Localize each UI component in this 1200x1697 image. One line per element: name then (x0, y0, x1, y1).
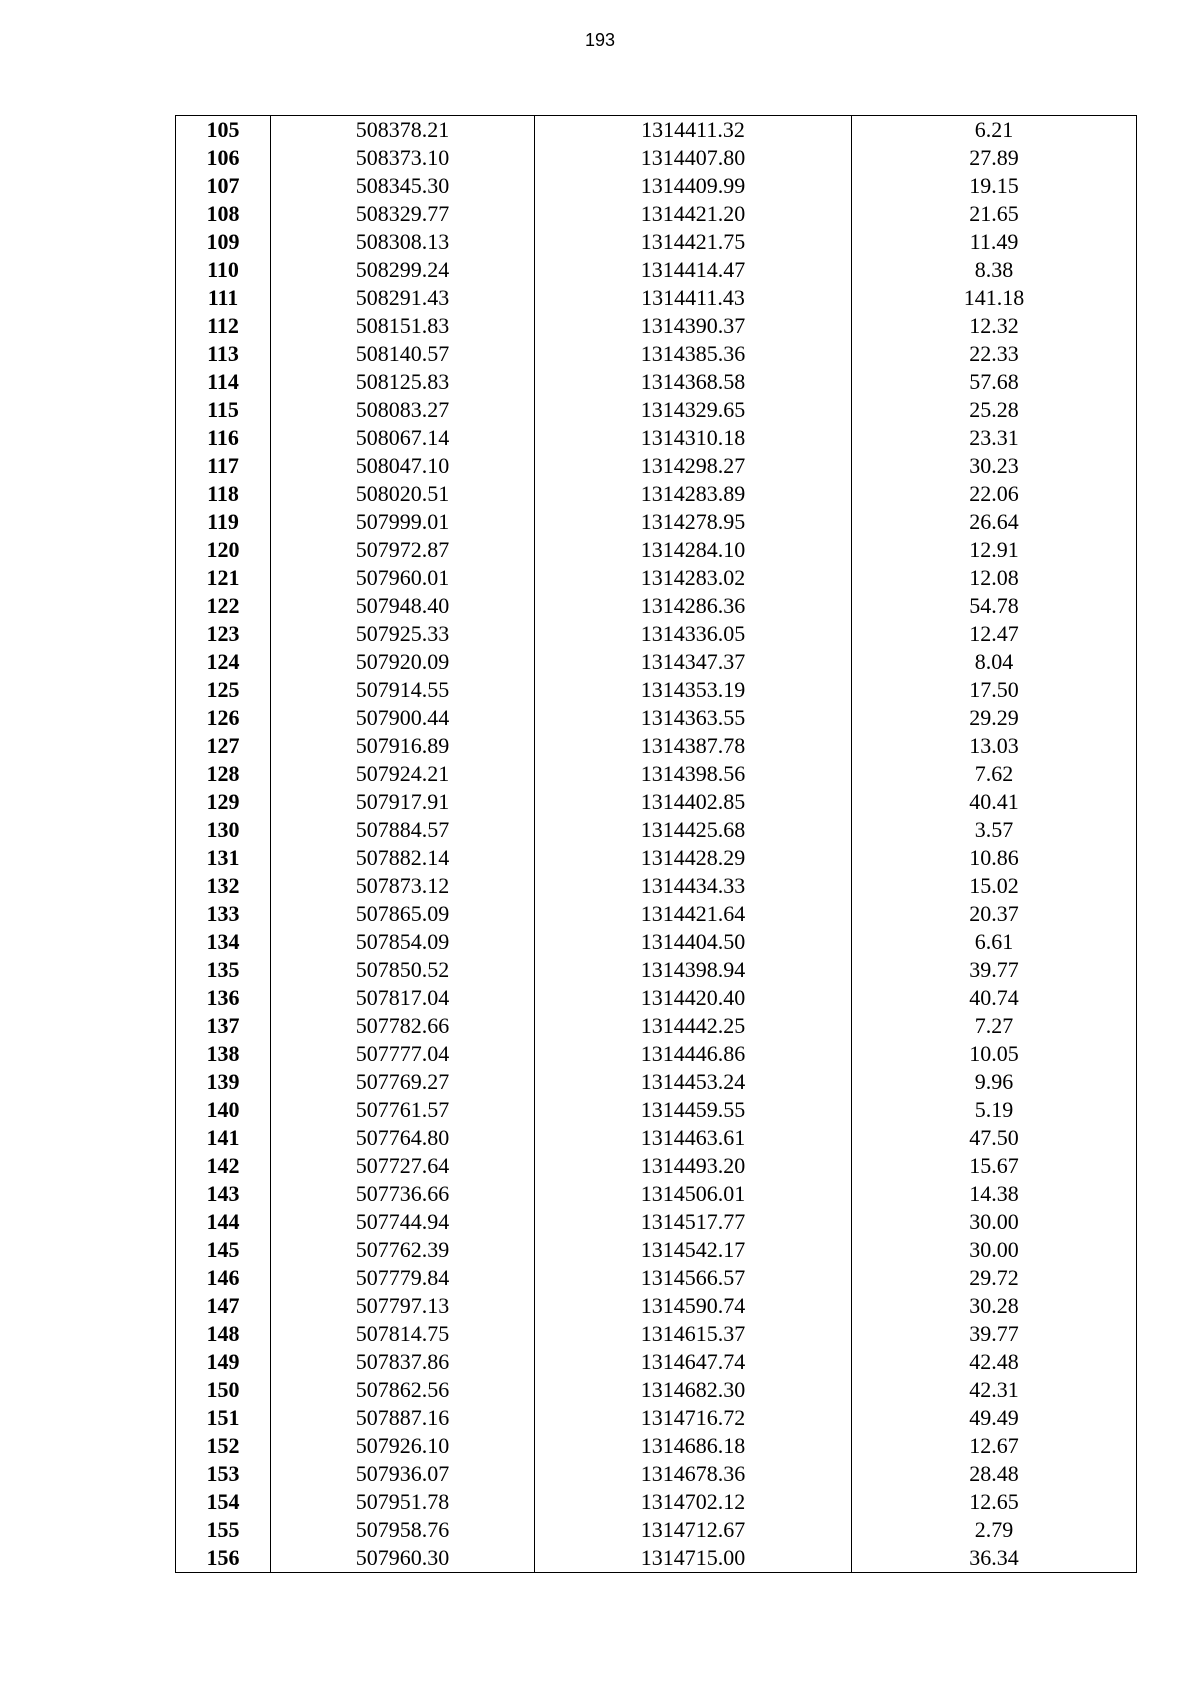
point-number-cell: 112 (176, 312, 271, 340)
table-row (176, 1264, 1137, 1292)
y-coordinate-cell: 1314398.94 (535, 956, 852, 984)
table-row (176, 704, 1137, 732)
y-coordinate-cell: 1314407.80 (535, 144, 852, 172)
y-coordinate-cell: 1314409.99 (535, 172, 852, 200)
point-number-cell: 151 (176, 1404, 271, 1432)
coordinates-table (175, 115, 1137, 1573)
table-row (176, 340, 1137, 368)
point-number-cell: 109 (176, 228, 271, 256)
table-row (176, 1152, 1137, 1180)
coordinates-table-body (176, 116, 1137, 1573)
y-coordinate-cell: 1314647.74 (535, 1348, 852, 1376)
point-number-cell: 125 (176, 676, 271, 704)
x-coordinate-cell: 508047.10 (271, 452, 535, 480)
y-coordinate-cell: 1314682.30 (535, 1376, 852, 1404)
x-coordinate-cell: 507779.84 (271, 1264, 535, 1292)
point-number-cell: 145 (176, 1236, 271, 1264)
point-number-cell: 138 (176, 1040, 271, 1068)
y-coordinate-cell: 1314347.37 (535, 648, 852, 676)
distance-cell: 5.19 (852, 1096, 1137, 1124)
distance-cell: 22.06 (852, 480, 1137, 508)
y-coordinate-cell: 1314428.29 (535, 844, 852, 872)
y-coordinate-cell: 1314363.55 (535, 704, 852, 732)
distance-cell: 2.79 (852, 1516, 1137, 1544)
table-row (176, 508, 1137, 536)
table-row (176, 592, 1137, 620)
x-coordinate-cell: 507916.89 (271, 732, 535, 760)
y-coordinate-cell: 1314517.77 (535, 1208, 852, 1236)
distance-cell: 7.62 (852, 760, 1137, 788)
distance-cell: 19.15 (852, 172, 1137, 200)
x-coordinate-cell: 507926.10 (271, 1432, 535, 1460)
point-number-cell: 146 (176, 1264, 271, 1292)
distance-cell: 23.31 (852, 424, 1137, 452)
table-row (176, 1012, 1137, 1040)
x-coordinate-cell: 507924.21 (271, 760, 535, 788)
y-coordinate-cell: 1314390.37 (535, 312, 852, 340)
point-number-cell: 113 (176, 340, 271, 368)
x-coordinate-cell: 508299.24 (271, 256, 535, 284)
x-coordinate-cell: 507744.94 (271, 1208, 535, 1236)
point-number-cell: 111 (176, 284, 271, 312)
y-coordinate-cell: 1314421.20 (535, 200, 852, 228)
y-coordinate-cell: 1314402.85 (535, 788, 852, 816)
y-coordinate-cell: 1314434.33 (535, 872, 852, 900)
distance-cell: 12.91 (852, 536, 1137, 564)
y-coordinate-cell: 1314542.17 (535, 1236, 852, 1264)
y-coordinate-cell: 1314421.64 (535, 900, 852, 928)
point-number-cell: 116 (176, 424, 271, 452)
x-coordinate-cell: 507777.04 (271, 1040, 535, 1068)
x-coordinate-cell: 508067.14 (271, 424, 535, 452)
point-number-cell: 140 (176, 1096, 271, 1124)
point-number-cell: 127 (176, 732, 271, 760)
distance-cell: 30.28 (852, 1292, 1137, 1320)
y-coordinate-cell: 1314283.02 (535, 564, 852, 592)
table-row (176, 760, 1137, 788)
x-coordinate-cell: 507817.04 (271, 984, 535, 1012)
distance-cell: 29.29 (852, 704, 1137, 732)
y-coordinate-cell: 1314310.18 (535, 424, 852, 452)
point-number-cell: 121 (176, 564, 271, 592)
distance-cell: 8.04 (852, 648, 1137, 676)
distance-cell: 141.18 (852, 284, 1137, 312)
x-coordinate-cell: 507960.01 (271, 564, 535, 592)
point-number-cell: 123 (176, 620, 271, 648)
table-row (176, 480, 1137, 508)
table-row (176, 144, 1137, 172)
y-coordinate-cell: 1314278.95 (535, 508, 852, 536)
table-row (176, 172, 1137, 200)
x-coordinate-cell: 507761.57 (271, 1096, 535, 1124)
distance-cell: 27.89 (852, 144, 1137, 172)
y-coordinate-cell: 1314442.25 (535, 1012, 852, 1040)
y-coordinate-cell: 1314506.01 (535, 1180, 852, 1208)
x-coordinate-cell: 507914.55 (271, 676, 535, 704)
y-coordinate-cell: 1314715.00 (535, 1544, 852, 1573)
x-coordinate-cell: 508291.43 (271, 284, 535, 312)
x-coordinate-cell: 507837.86 (271, 1348, 535, 1376)
y-coordinate-cell: 1314329.65 (535, 396, 852, 424)
y-coordinate-cell: 1314336.05 (535, 620, 852, 648)
table-row (176, 228, 1137, 256)
x-coordinate-cell: 508373.10 (271, 144, 535, 172)
distance-cell: 6.21 (852, 116, 1137, 145)
point-number-cell: 108 (176, 200, 271, 228)
y-coordinate-cell: 1314459.55 (535, 1096, 852, 1124)
x-coordinate-cell: 507814.75 (271, 1320, 535, 1348)
point-number-cell: 126 (176, 704, 271, 732)
x-coordinate-cell: 508329.77 (271, 200, 535, 228)
x-coordinate-cell: 507873.12 (271, 872, 535, 900)
x-coordinate-cell: 507764.80 (271, 1124, 535, 1152)
y-coordinate-cell: 1314404.50 (535, 928, 852, 956)
table-row (176, 872, 1137, 900)
table-row (176, 1516, 1137, 1544)
point-number-cell: 144 (176, 1208, 271, 1236)
x-coordinate-cell: 507925.33 (271, 620, 535, 648)
distance-cell: 13.03 (852, 732, 1137, 760)
distance-cell: 20.37 (852, 900, 1137, 928)
distance-cell: 15.02 (852, 872, 1137, 900)
point-number-cell: 153 (176, 1460, 271, 1488)
distance-cell: 12.67 (852, 1432, 1137, 1460)
table-row (176, 648, 1137, 676)
x-coordinate-cell: 507972.87 (271, 536, 535, 564)
y-coordinate-cell: 1314411.32 (535, 116, 852, 145)
distance-cell: 11.49 (852, 228, 1137, 256)
x-coordinate-cell: 507999.01 (271, 508, 535, 536)
distance-cell: 6.61 (852, 928, 1137, 956)
table-row (176, 732, 1137, 760)
distance-cell: 26.64 (852, 508, 1137, 536)
table-row (176, 984, 1137, 1012)
x-coordinate-cell: 507854.09 (271, 928, 535, 956)
distance-cell: 7.27 (852, 1012, 1137, 1040)
y-coordinate-cell: 1314678.36 (535, 1460, 852, 1488)
point-number-cell: 133 (176, 900, 271, 928)
x-coordinate-cell: 507862.56 (271, 1376, 535, 1404)
table-row (176, 1460, 1137, 1488)
y-coordinate-cell: 1314446.86 (535, 1040, 852, 1068)
table-row (176, 816, 1137, 844)
table-row (176, 312, 1137, 340)
y-coordinate-cell: 1314411.43 (535, 284, 852, 312)
distance-cell: 54.78 (852, 592, 1137, 620)
x-coordinate-cell: 507900.44 (271, 704, 535, 732)
table-row (176, 620, 1137, 648)
y-coordinate-cell: 1314387.78 (535, 732, 852, 760)
table-row (176, 676, 1137, 704)
table-row (176, 1068, 1137, 1096)
x-coordinate-cell: 507920.09 (271, 648, 535, 676)
table-row (176, 788, 1137, 816)
table-row (176, 1040, 1137, 1068)
table-row (176, 1320, 1137, 1348)
distance-cell: 30.23 (852, 452, 1137, 480)
table-row (176, 1236, 1137, 1264)
point-number-cell: 143 (176, 1180, 271, 1208)
y-coordinate-cell: 1314398.56 (535, 760, 852, 788)
y-coordinate-cell: 1314453.24 (535, 1068, 852, 1096)
distance-cell: 21.65 (852, 200, 1137, 228)
y-coordinate-cell: 1314298.27 (535, 452, 852, 480)
table-row (176, 116, 1137, 145)
point-number-cell: 142 (176, 1152, 271, 1180)
distance-cell: 47.50 (852, 1124, 1137, 1152)
x-coordinate-cell: 507727.64 (271, 1152, 535, 1180)
point-number-cell: 129 (176, 788, 271, 816)
x-coordinate-cell: 507948.40 (271, 592, 535, 620)
point-number-cell: 155 (176, 1516, 271, 1544)
point-number-cell: 137 (176, 1012, 271, 1040)
x-coordinate-cell: 507736.66 (271, 1180, 535, 1208)
distance-cell: 3.57 (852, 816, 1137, 844)
point-number-cell: 122 (176, 592, 271, 620)
x-coordinate-cell: 508020.51 (271, 480, 535, 508)
point-number-cell: 134 (176, 928, 271, 956)
distance-cell: 42.48 (852, 1348, 1137, 1376)
distance-cell: 14.38 (852, 1180, 1137, 1208)
y-coordinate-cell: 1314421.75 (535, 228, 852, 256)
table-row (176, 424, 1137, 452)
point-number-cell: 150 (176, 1376, 271, 1404)
x-coordinate-cell: 507887.16 (271, 1404, 535, 1432)
point-number-cell: 149 (176, 1348, 271, 1376)
point-number-cell: 120 (176, 536, 271, 564)
point-number-cell: 115 (176, 396, 271, 424)
x-coordinate-cell: 507917.91 (271, 788, 535, 816)
x-coordinate-cell: 507850.52 (271, 956, 535, 984)
y-coordinate-cell: 1314420.40 (535, 984, 852, 1012)
point-number-cell: 141 (176, 1124, 271, 1152)
point-number-cell: 117 (176, 452, 271, 480)
distance-cell: 29.72 (852, 1264, 1137, 1292)
distance-cell: 49.49 (852, 1404, 1137, 1432)
table-row (176, 1096, 1137, 1124)
distance-cell: 12.08 (852, 564, 1137, 592)
distance-cell: 8.38 (852, 256, 1137, 284)
distance-cell: 12.65 (852, 1488, 1137, 1516)
point-number-cell: 131 (176, 844, 271, 872)
distance-cell: 9.96 (852, 1068, 1137, 1096)
distance-cell: 36.34 (852, 1544, 1137, 1573)
point-number-cell: 147 (176, 1292, 271, 1320)
distance-cell: 22.33 (852, 340, 1137, 368)
y-coordinate-cell: 1314566.57 (535, 1264, 852, 1292)
table-row (176, 1432, 1137, 1460)
distance-cell: 10.05 (852, 1040, 1137, 1068)
point-number-cell: 105 (176, 116, 271, 145)
y-coordinate-cell: 1314493.20 (535, 1152, 852, 1180)
point-number-cell: 118 (176, 480, 271, 508)
x-coordinate-cell: 507958.76 (271, 1516, 535, 1544)
distance-cell: 42.31 (852, 1376, 1137, 1404)
x-coordinate-cell: 507797.13 (271, 1292, 535, 1320)
x-coordinate-cell: 507951.78 (271, 1488, 535, 1516)
y-coordinate-cell: 1314425.68 (535, 816, 852, 844)
table-row (176, 396, 1137, 424)
table-row (176, 1376, 1137, 1404)
point-number-cell: 107 (176, 172, 271, 200)
table-row (176, 844, 1137, 872)
table-row (176, 1124, 1137, 1152)
table-row (176, 900, 1137, 928)
distance-cell: 30.00 (852, 1208, 1137, 1236)
point-number-cell: 156 (176, 1544, 271, 1573)
point-number-cell: 114 (176, 368, 271, 396)
y-coordinate-cell: 1314368.58 (535, 368, 852, 396)
point-number-cell: 124 (176, 648, 271, 676)
point-number-cell: 128 (176, 760, 271, 788)
table-row (176, 1348, 1137, 1376)
table-row (176, 1404, 1137, 1432)
table-row (176, 284, 1137, 312)
x-coordinate-cell: 508140.57 (271, 340, 535, 368)
y-coordinate-cell: 1314702.12 (535, 1488, 852, 1516)
distance-cell: 10.86 (852, 844, 1137, 872)
x-coordinate-cell: 507882.14 (271, 844, 535, 872)
y-coordinate-cell: 1314686.18 (535, 1432, 852, 1460)
distance-cell: 12.32 (852, 312, 1137, 340)
distance-cell: 25.28 (852, 396, 1137, 424)
page-number: 193 (584, 30, 616, 50)
distance-cell: 28.48 (852, 1460, 1137, 1488)
point-number-cell: 139 (176, 1068, 271, 1096)
y-coordinate-cell: 1314353.19 (535, 676, 852, 704)
distance-cell: 40.74 (852, 984, 1137, 1012)
y-coordinate-cell: 1314590.74 (535, 1292, 852, 1320)
distance-cell: 17.50 (852, 676, 1137, 704)
table-row (176, 1292, 1137, 1320)
table-row (176, 1488, 1137, 1516)
point-number-cell: 110 (176, 256, 271, 284)
x-coordinate-cell: 508345.30 (271, 172, 535, 200)
point-number-cell: 135 (176, 956, 271, 984)
point-number-cell: 148 (176, 1320, 271, 1348)
table-row (176, 1180, 1137, 1208)
point-number-cell: 106 (176, 144, 271, 172)
y-coordinate-cell: 1314286.36 (535, 592, 852, 620)
y-coordinate-cell: 1314385.36 (535, 340, 852, 368)
point-number-cell: 119 (176, 508, 271, 536)
point-number-cell: 130 (176, 816, 271, 844)
table-row (176, 452, 1137, 480)
x-coordinate-cell: 508083.27 (271, 396, 535, 424)
x-coordinate-cell: 507782.66 (271, 1012, 535, 1040)
y-coordinate-cell: 1314283.89 (535, 480, 852, 508)
point-number-cell: 154 (176, 1488, 271, 1516)
point-number-cell: 136 (176, 984, 271, 1012)
y-coordinate-cell: 1314615.37 (535, 1320, 852, 1348)
distance-cell: 39.77 (852, 956, 1137, 984)
x-coordinate-cell: 508378.21 (271, 116, 535, 145)
table-row (176, 200, 1137, 228)
point-number-cell: 152 (176, 1432, 271, 1460)
distance-cell: 30.00 (852, 1236, 1137, 1264)
table-row (176, 1544, 1137, 1573)
y-coordinate-cell: 1314463.61 (535, 1124, 852, 1152)
table-row (176, 564, 1137, 592)
x-coordinate-cell: 507865.09 (271, 900, 535, 928)
table-row (176, 256, 1137, 284)
distance-cell: 57.68 (852, 368, 1137, 396)
table-row (176, 1208, 1137, 1236)
y-coordinate-cell: 1314716.72 (535, 1404, 852, 1432)
coordinates-table-container (175, 115, 1134, 1573)
x-coordinate-cell: 507936.07 (271, 1460, 535, 1488)
x-coordinate-cell: 507762.39 (271, 1236, 535, 1264)
table-row (176, 956, 1137, 984)
y-coordinate-cell: 1314414.47 (535, 256, 852, 284)
y-coordinate-cell: 1314712.67 (535, 1516, 852, 1544)
y-coordinate-cell: 1314284.10 (535, 536, 852, 564)
table-row (176, 928, 1137, 956)
distance-cell: 12.47 (852, 620, 1137, 648)
x-coordinate-cell: 508308.13 (271, 228, 535, 256)
distance-cell: 39.77 (852, 1320, 1137, 1348)
table-row (176, 368, 1137, 396)
x-coordinate-cell: 507769.27 (271, 1068, 535, 1096)
point-number-cell: 132 (176, 872, 271, 900)
x-coordinate-cell: 508151.83 (271, 312, 535, 340)
x-coordinate-cell: 507960.30 (271, 1544, 535, 1573)
x-coordinate-cell: 507884.57 (271, 816, 535, 844)
x-coordinate-cell: 508125.83 (271, 368, 535, 396)
table-row (176, 536, 1137, 564)
distance-cell: 40.41 (852, 788, 1137, 816)
distance-cell: 15.67 (852, 1152, 1137, 1180)
